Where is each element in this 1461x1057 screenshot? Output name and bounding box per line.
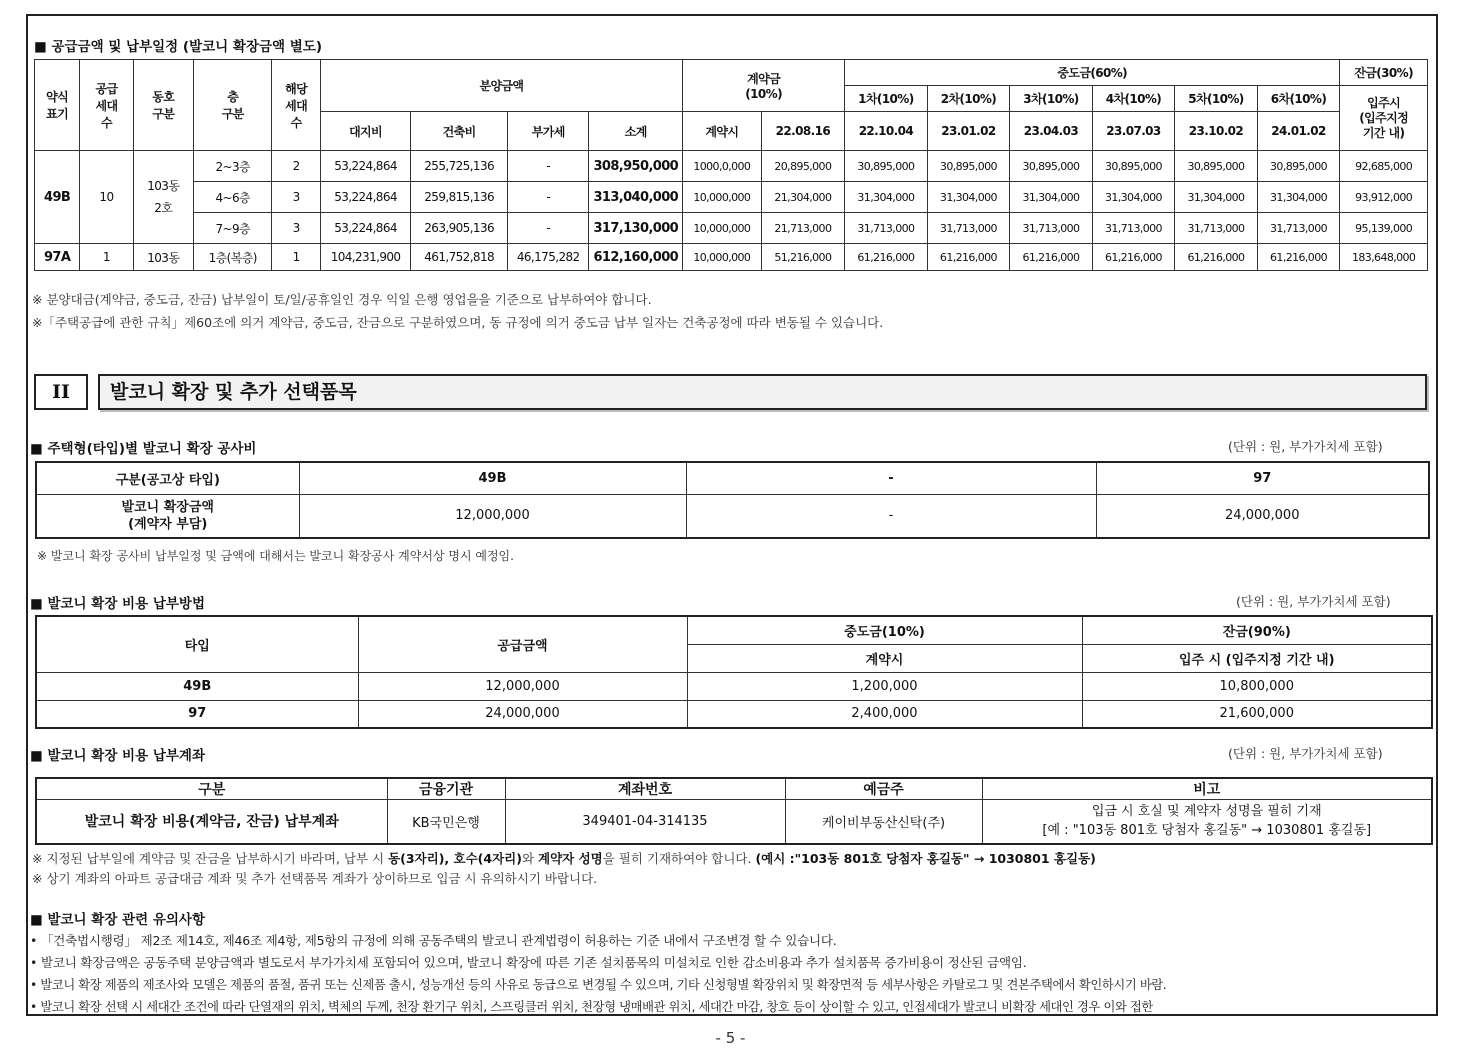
cost-val-97: 24,000,000 <box>1096 494 1429 538</box>
middle-1-header: 1차(10%) <box>845 86 928 112</box>
cost-header-label: 구분(공고상 타입) <box>36 462 299 494</box>
pay-bal-header: 잔금(90%) <box>1082 616 1432 644</box>
section-2-header <box>34 374 1427 410</box>
acct-heading: ■ 발코니 확장 비용 납부계좌 <box>30 748 206 764</box>
middle-6-date: 24.01.02 <box>1257 112 1340 151</box>
middle-4-header: 4차(10%) <box>1092 86 1175 112</box>
pay-heading: ■ 발코니 확장 비용 납부방법 <box>30 596 206 612</box>
subtotal-cell: 313,040,000 <box>589 182 683 213</box>
middle-cell: 31,304,000 <box>1010 182 1093 213</box>
caution-heading: ■ 발코니 확장 관련 유의사항 <box>30 912 206 928</box>
supply-schedule-table <box>34 59 1428 271</box>
table-row <box>35 151 1428 182</box>
land-cell: 53,224,864 <box>320 151 411 182</box>
middle-cell: 61,216,000 <box>1010 244 1093 271</box>
middle-4-date: 23.07.03 <box>1092 112 1175 151</box>
dong-cell: 103동 2호 <box>133 151 193 244</box>
balcony-payment-table <box>35 615 1433 729</box>
floor-cell: 4~6층 <box>193 182 272 213</box>
count-cell: 2 <box>272 151 320 182</box>
building-cell: 263,905,136 <box>411 213 508 244</box>
balance-cell: 95,139,000 <box>1340 213 1428 244</box>
middle-cell: 61,216,000 <box>845 244 928 271</box>
table-row <box>35 213 1428 244</box>
contract-cell: 1000,0,000 <box>683 151 762 182</box>
middle-cell: 31,304,000 <box>845 182 928 213</box>
middle-cell: 31,713,000 <box>927 213 1010 244</box>
page-number: - 5 - <box>715 1029 746 1047</box>
building-cell: 461,752,818 <box>411 244 508 271</box>
pay-bal: 10,800,000 <box>1082 672 1432 700</box>
middle-cell: 31,304,000 <box>927 182 1010 213</box>
balance-cell: 92,685,000 <box>1340 151 1428 182</box>
pay-bal: 21,600,000 <box>1082 700 1432 728</box>
floor-cell: 7~9층 <box>193 213 272 244</box>
col-price-header: 분양금액 <box>320 60 682 112</box>
cost-col-97: 97 <box>1096 462 1429 494</box>
subtotal-cell: 308,950,000 <box>589 151 683 182</box>
col-deposit-header: 계약금 (10%) <box>683 60 845 112</box>
building-header: 건축비 <box>411 112 508 151</box>
pay-mid: 1,200,000 <box>687 672 1082 700</box>
cost-val-blank: - <box>686 494 1096 538</box>
acct-number: 349401-04-314135 <box>505 800 785 844</box>
acct-kind: 발코니 확장 비용(계약금, 잔금) 납부계좌 <box>36 800 387 844</box>
caution-item: • 「건축법시행령」 제2조 제14호, 제46조 제4항, 제5항의 규정에 의해 공동주택의 발코니 관계법령이 허용하는 기준 내에서 구조변경 할 수 있습니다. <box>30 933 837 948</box>
middle-5-header: 5차(10%) <box>1175 86 1258 112</box>
acct-number-header: 계좌번호 <box>505 778 785 800</box>
middle-cell: 30,895,000 <box>927 151 1010 182</box>
subtotal-cell: 612,160,000 <box>589 244 683 271</box>
middle-cell: 30,895,000 <box>1092 151 1175 182</box>
middle-cell: 61,216,000 <box>1092 244 1175 271</box>
pay-mid: 2,400,000 <box>687 700 1082 728</box>
middle-cell: 31,713,000 <box>1175 213 1258 244</box>
middle-cell: 31,713,000 <box>845 213 928 244</box>
contract-cell: 21,304,000 <box>761 182 845 213</box>
vat-cell: - <box>507 182 589 213</box>
households-cell: 1 <box>80 244 133 271</box>
schedule-note-2: ※「주택공급에 관한 규칙」제60조에 의거 계약금, 중도금, 잔금으로 구분하였으며, 동 규정에 의거 중도금 납부 일자는 건축공정에 따라 변동될 수 있습니다. <box>32 315 884 330</box>
cost-unit: (단위 : 원, 부가가치세 포함) <box>1228 439 1383 454</box>
cost-val-49b: 12,000,000 <box>299 494 686 538</box>
acct-remark-header: 비고 <box>982 778 1432 800</box>
middle-cell: 31,304,000 <box>1092 182 1175 213</box>
acct-remark-line-1: 입금 시 호실 및 계약자 성명을 필히 기재 <box>1091 804 1322 820</box>
acct-kind-header: 구분 <box>36 778 387 800</box>
building-cell: 259,815,136 <box>411 182 508 213</box>
acct-note-example: (예시 :"103동 801호 당첨자 홍길동" → 1030801 홍길동) <box>755 851 1096 866</box>
land-cell: 53,224,864 <box>320 213 411 244</box>
cost-note: ※ 발코니 확장 공사비 납부일정 및 금액에 대해서는 발코니 확장공사 계약서상 명시 예정임. <box>37 549 514 563</box>
caution-item: • 발코니 확장 선택 시 세대간 조건에 따라 단열재의 위치, 벽체의 두께, 천장 환기구 위치, 스프링클러 위치, 천장형 냉매배관 위치, 세대간 마감, 창호 등이 상이할 수 있고, 인접세대가 발코니 비확장 세대인 경우 이와 접한 <box>30 1000 1153 1014</box>
acct-note-text: 을 필히 기재하여야 합니다. <box>602 851 756 866</box>
middle-cell: 30,895,000 <box>1010 151 1093 182</box>
movein-header: 입주시 (입주지정 기간 내) <box>1340 86 1428 151</box>
contract-cell: 10,000,000 <box>683 213 762 244</box>
col-floor-header: 층 구분 <box>193 60 272 151</box>
contract-cell: 21,713,000 <box>761 213 845 244</box>
count-cell: 3 <box>272 182 320 213</box>
pay-supply: 12,000,000 <box>358 672 687 700</box>
contract-date-header: 22.08.16 <box>761 112 845 151</box>
acct-bank: KB국민은행 <box>387 800 505 844</box>
supply-schedule-heading: ■ 공급금액 및 납부일정 (발코니 확장금액 별도) <box>34 39 323 55</box>
middle-cell: 30,895,000 <box>1257 151 1340 182</box>
middle-2-date: 23.01.02 <box>927 112 1010 151</box>
acct-note-bold: 동(3자리), 호수(4자리) <box>388 851 522 866</box>
count-cell: 1 <box>272 244 320 271</box>
schedule-note-1: ※ 분양대금(계약금, 중도금, 잔금) 납부일이 토/일/공휴일인 경우 익일 은행 영업을을 기준으로 납부하여야 합니다. <box>32 292 652 307</box>
acct-remark <box>982 800 1432 844</box>
acct-bank-header: 금융기관 <box>387 778 505 800</box>
middle-1-date: 22.10.04 <box>845 112 928 151</box>
pay-supply: 24,000,000 <box>358 700 687 728</box>
subtotal-header: 소계 <box>589 112 683 151</box>
middle-cell: 31,713,000 <box>1257 213 1340 244</box>
balance-cell: 183,648,000 <box>1340 244 1428 271</box>
middle-cell: 31,713,000 <box>1092 213 1175 244</box>
acct-note-2: ※ 상기 계좌의 아파트 공급대금 계좌 및 추가 선택품목 계좌가 상이하므로 입금 시 유의하시기 바랍니다. <box>32 871 598 886</box>
vat-cell: 46,175,282 <box>507 244 589 271</box>
acct-note-1 <box>32 849 1096 867</box>
cost-col-49b: 49B <box>299 462 686 494</box>
vat-cell: - <box>507 151 589 182</box>
section-number: II <box>34 374 88 410</box>
pay-type: 49B <box>36 672 358 700</box>
cost-heading: ■ 주택형(타입)별 발코니 확장 공사비 <box>30 441 257 457</box>
type-cell: 97A <box>35 244 80 271</box>
cost-row-label: 발코니 확장금액 (계약자 부담) <box>36 494 299 538</box>
pay-mid-header: 중도금(10%) <box>687 616 1082 644</box>
middle-2-header: 2차(10%) <box>927 86 1010 112</box>
col-middle-header: 중도금(60%) <box>845 60 1340 86</box>
dong-cell: 103동 <box>133 244 193 271</box>
contract-cell: 10,000,000 <box>683 244 762 271</box>
col-dong-header: 동호 구분 <box>133 60 193 151</box>
middle-cell: 31,304,000 <box>1175 182 1258 213</box>
acct-holder: 케이비부동산신탁(주) <box>785 800 982 844</box>
balance-cell: 93,912,000 <box>1340 182 1428 213</box>
subtotal-cell: 317,130,000 <box>589 213 683 244</box>
pay-type: 97 <box>36 700 358 728</box>
land-cell: 104,231,900 <box>320 244 411 271</box>
col-applicable-header: 해당 세대 수 <box>272 60 320 151</box>
contract-cell: 51,216,000 <box>761 244 845 271</box>
middle-3-header: 3차(10%) <box>1010 86 1093 112</box>
table-row <box>36 700 1432 728</box>
cost-col-blank: - <box>686 462 1096 494</box>
type-cell: 49B <box>35 151 80 244</box>
middle-cell: 30,895,000 <box>845 151 928 182</box>
middle-6-header: 6차(10%) <box>1257 86 1340 112</box>
section-title: 발코니 확장 및 추가 선택품목 <box>98 374 1427 410</box>
pay-type-header: 타입 <box>36 616 358 672</box>
col-balance-header: 잔금(30%) <box>1340 60 1428 86</box>
col-households-header: 공급 세대 수 <box>80 60 133 151</box>
land-cell: 53,224,864 <box>320 182 411 213</box>
table-row <box>35 244 1428 271</box>
middle-5-date: 23.10.02 <box>1175 112 1258 151</box>
pay-unit: (단위 : 원, 부가가치세 포함) <box>1236 594 1391 609</box>
col-type-header: 약식 표기 <box>35 60 80 151</box>
floor-cell: 2~3층 <box>193 151 272 182</box>
middle-cell: 31,713,000 <box>1010 213 1093 244</box>
balcony-cost-table <box>35 461 1430 539</box>
land-header: 대지비 <box>320 112 411 151</box>
pay-movein-header: 입주 시 (입주지정 기간 내) <box>1082 644 1432 672</box>
caution-item: • 발코니 확장 제품의 제조사와 모델은 제품의 품절, 품귀 또는 신제품 출시, 성능개선 등의 사유로 동급으로 변경될 수 있으며, 기타 신청형별 확장위치 및 확장면적 등 세부사항은 카탈로그 및 견본주택에서 확인하시기 바람. <box>30 978 1167 992</box>
acct-unit: (단위 : 원, 부가가치세 포함) <box>1228 746 1383 761</box>
building-cell: 255,725,136 <box>411 151 508 182</box>
middle-cell: 61,216,000 <box>927 244 1010 271</box>
pay-contract-header: 계약시 <box>687 644 1082 672</box>
middle-cell: 61,216,000 <box>1175 244 1258 271</box>
contract-at-header: 계약시 <box>683 112 762 151</box>
count-cell: 3 <box>272 213 320 244</box>
acct-remark-line-2: [예 : "103동 801호 당첨자 홍길동" → 1030801 홍길동] <box>1042 823 1372 839</box>
table-row <box>36 672 1432 700</box>
caution-item: • 발코니 확장금액은 공동주택 분양금액과 별도로서 부가가치세 포함되어 있으며, 발코니 확장에 따른 기존 설치품목의 미설치로 인한 감소비용과 추가 설치품목 증가비용이 정산된 금액임. <box>30 955 1027 970</box>
contract-cell: 10,000,000 <box>683 182 762 213</box>
households-cell: 10 <box>80 151 133 244</box>
middle-cell: 30,895,000 <box>1175 151 1258 182</box>
acct-note-bold: 계약자 성명 <box>538 851 603 866</box>
middle-cell: 31,304,000 <box>1257 182 1340 213</box>
contract-cell: 20,895,000 <box>761 151 845 182</box>
vat-cell: - <box>507 213 589 244</box>
vat-header: 부가세 <box>507 112 589 151</box>
middle-cell: 61,216,000 <box>1257 244 1340 271</box>
table-row <box>35 182 1428 213</box>
pay-supply-header: 공급금액 <box>358 616 687 672</box>
middle-3-date: 23.04.03 <box>1010 112 1093 151</box>
acct-note-text: 와 <box>521 851 538 866</box>
acct-note-text: ※ 지정된 납부일에 계약금 및 잔금을 납부하시기 바라며, 납부 시 <box>32 851 389 866</box>
floor-cell: 1층(복층) <box>193 244 272 271</box>
balcony-account-table <box>35 777 1433 845</box>
acct-holder-header: 예금주 <box>785 778 982 800</box>
